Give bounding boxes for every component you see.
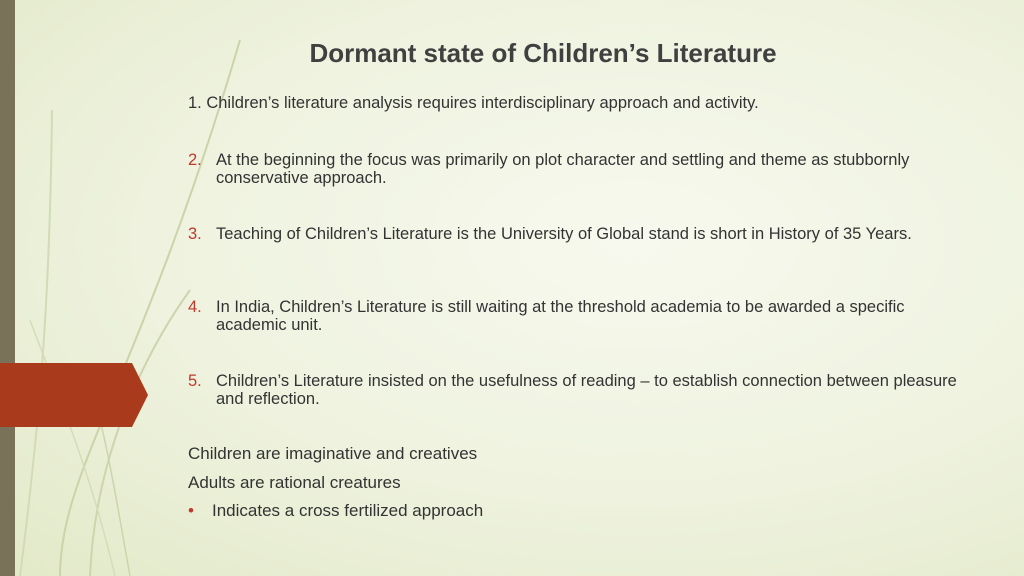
numbered-item-3 xyxy=(188,225,958,243)
bullet-marker: • xyxy=(188,501,194,520)
numbered-item-4 xyxy=(188,298,958,334)
bullet-item xyxy=(188,501,888,521)
numbered-item-5 xyxy=(188,372,958,408)
item-number: 4. xyxy=(188,298,202,316)
numbered-item-2 xyxy=(188,151,958,187)
item-text: At the beginning the focus was primarily on plot character and settling and theme as stubbornly conservative approach. xyxy=(216,151,910,187)
intro-line: 1. Children’s literature analysis requires interdisciplinary approach and activity. xyxy=(188,94,759,112)
accent-tab xyxy=(0,0,150,576)
item-number: 2. xyxy=(188,151,202,169)
item-text: Children’s Literature insisted on the usefulness of reading – to establish connection between pleasure and reflection. xyxy=(216,372,957,408)
item-number: 5. xyxy=(188,372,202,390)
bullet-text: Indicates a cross fertilized approach xyxy=(212,501,484,520)
item-text: Teaching of Children’s Literature is the University of Global stand is short in History of 35 Years. xyxy=(216,225,912,243)
closing-line-2: Adults are rational creatures xyxy=(188,473,401,492)
closing-line-1: Children are imaginative and creatives xyxy=(188,444,478,463)
item-number: 3. xyxy=(188,225,202,243)
slide-title: Dormant state of Children’s Literature xyxy=(309,38,777,68)
item-text: In India, Children’s Literature is still waiting at the threshold academia to be awarded a specific academic unit. xyxy=(216,298,905,334)
